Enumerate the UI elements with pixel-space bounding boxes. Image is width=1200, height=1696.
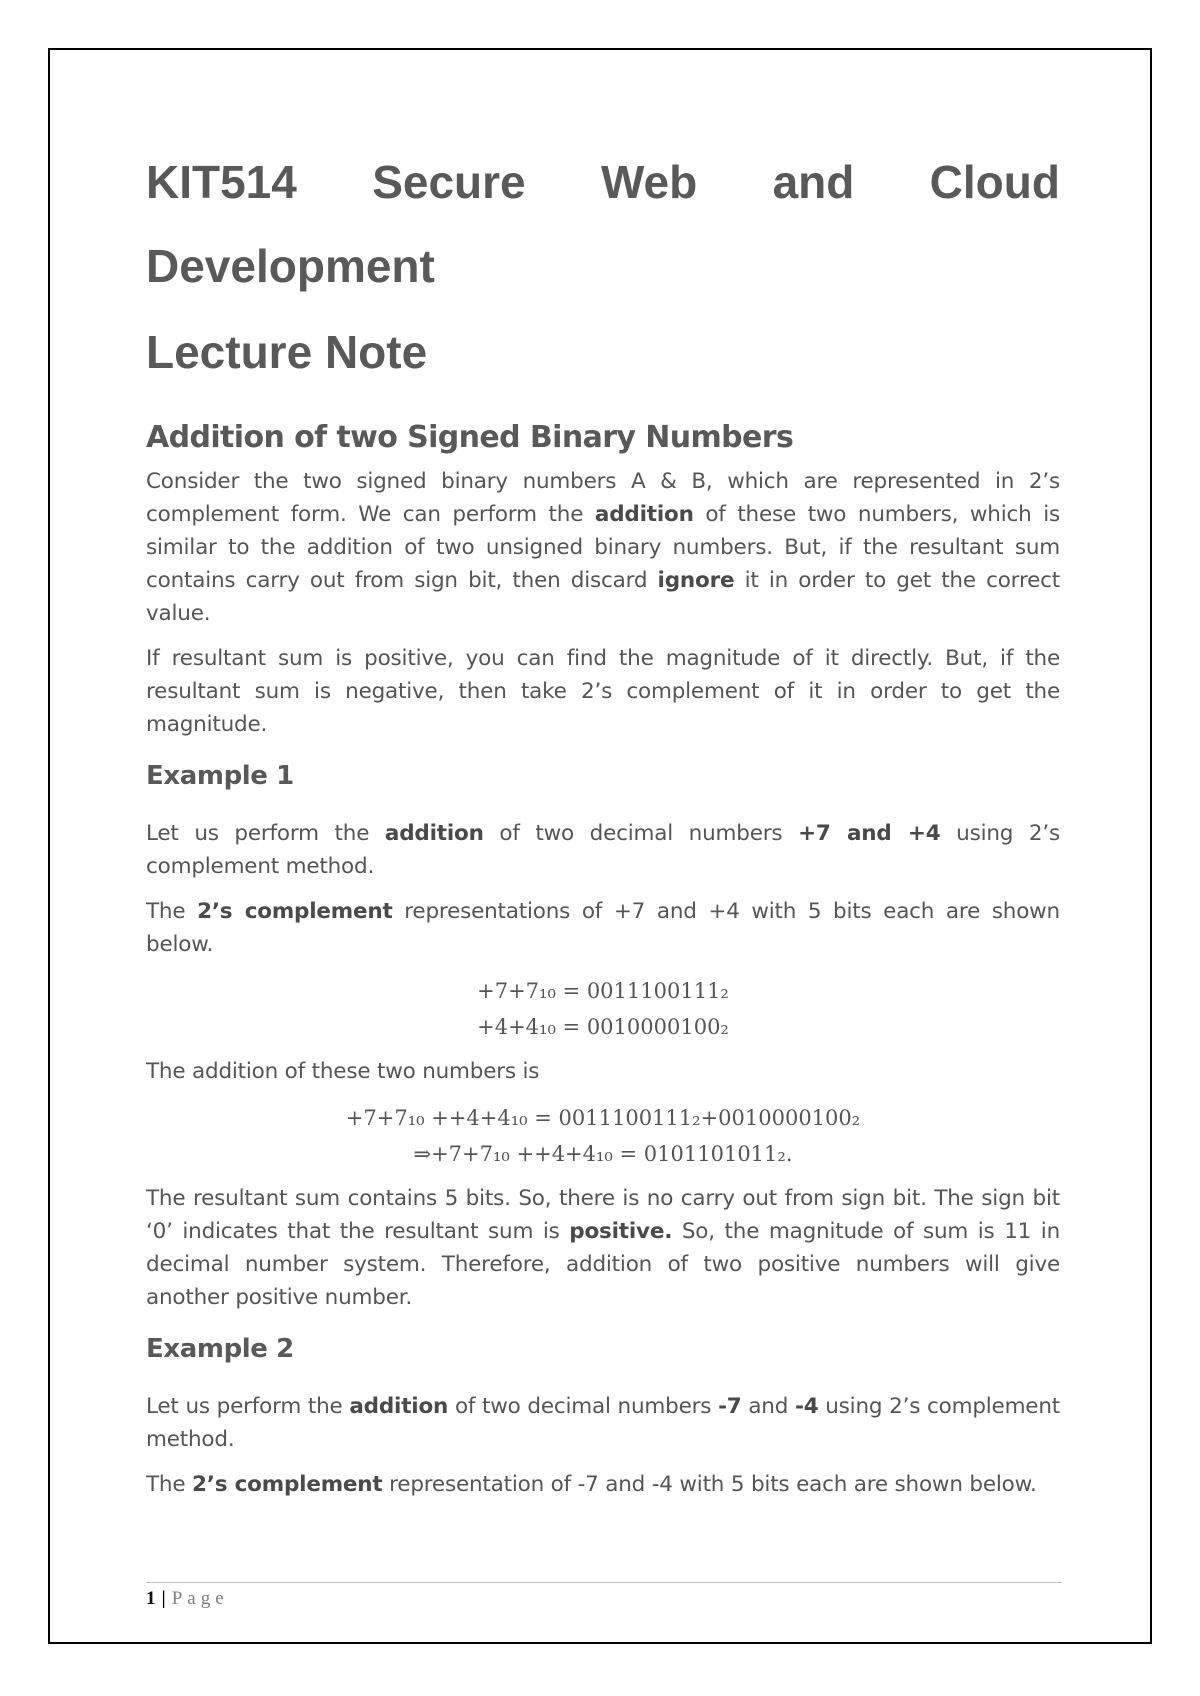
bold-run: addition [349, 1394, 449, 1419]
bold-run: positive. [569, 1219, 673, 1244]
equation: +7+7₁₀ = 0011100111₂ [477, 979, 729, 1003]
footer-separator: | [161, 1588, 166, 1609]
example-1-heading: Example 1 [146, 761, 294, 791]
bold-run: 2’s complement [197, 899, 393, 924]
text-run: representation of -7 and -4 with 5 bits each are shown below. [382, 1472, 1037, 1497]
text-run: The [146, 1472, 193, 1497]
bold-run: 2’s complement [192, 1472, 383, 1497]
example-1-paragraph-1 [146, 817, 1060, 883]
text-run: Let us perform the [146, 1394, 350, 1419]
text-run: of two decimal numbers [448, 1394, 719, 1419]
title-line-1 [146, 140, 1060, 224]
text-run: So, the magnitude of sum is 11 in decimal number system. Therefore, addition of two positive numbers will give another positive number. [146, 1219, 1060, 1310]
equation: ⇒+7+7₁₀ ++4+4₁₀ = 0101101011₂. [413, 1142, 793, 1166]
footer-rule [146, 1582, 1062, 1583]
example-2-paragraph-1 [146, 1390, 1060, 1456]
example-1-paragraph-2 [146, 895, 1060, 961]
title-word: Secure [372, 156, 526, 208]
title-word: and [772, 156, 855, 208]
title-line-2: Development [146, 240, 435, 292]
text-run: Let us perform the [146, 821, 385, 846]
equation-block-1 [146, 973, 1060, 1045]
document-title [146, 140, 1060, 308]
equation-block-2 [146, 1100, 1060, 1172]
text-run: Consider the two signed binary numbers A & B, which are represented in 2’s complement form. We can perform the [146, 469, 1060, 527]
text-run: it in order to get the correct value. [146, 568, 1060, 626]
page-number: 1 [146, 1588, 156, 1609]
example-2-paragraph-2 [146, 1468, 1060, 1501]
bold-run: addition [594, 502, 694, 527]
intro-paragraph-2: If resultant sum is positive, you can find the magnitude of it directly. But, if the resultant sum is negative, then take 2’s complement of it in order to get the magnitude. [146, 646, 1060, 737]
text-run: using 2’s complement method. [146, 1394, 1060, 1452]
title-word: Cloud [929, 156, 1060, 208]
example-1-paragraph-3: The addition of these two numbers is [146, 1059, 540, 1084]
bold-run: ignore [657, 568, 735, 593]
text-run: of these two numbers, which is similar to the addition of two unsigned binary numbers. But, if the resultant sum contains carry out from sign bit, then discard [146, 502, 1060, 593]
page-label: Page [171, 1588, 229, 1609]
title-word: KIT514 [146, 156, 297, 208]
bold-run: addition [384, 821, 484, 846]
text-run: representations of +7 and +4 with 5 bits each are shown below. [146, 899, 1060, 957]
bold-run: +7 and +4 [798, 821, 941, 846]
bold-run: -4 [794, 1394, 819, 1419]
title-word: Web [600, 156, 698, 208]
example-2-heading: Example 2 [146, 1334, 294, 1364]
section-heading: Addition of two Signed Binary Numbers [146, 420, 794, 455]
text-run: of two decimal numbers [483, 821, 799, 846]
equation: +4+4₁₀ = 0010000100₂ [477, 1015, 729, 1039]
equation: +7+7₁₀ ++4+4₁₀ = 0011100111₂+0010000100₂ [345, 1106, 861, 1130]
intro-paragraph-1 [146, 465, 1060, 630]
document-body [146, 140, 1060, 1513]
bold-run: -7 [718, 1394, 742, 1419]
text-run: The resultant sum contains 5 bits. So, there is no carry out from sign bit. The sign bit ‘0’ indicates that the resultant sum is [146, 1186, 1060, 1244]
page-footer [146, 1588, 229, 1610]
example-1-paragraph-4 [146, 1182, 1060, 1314]
text-run: using 2’s complement method. [146, 821, 1061, 879]
text-run: and [741, 1394, 795, 1419]
text-run: The [146, 899, 198, 924]
document-subtitle: Lecture Note [146, 326, 428, 378]
